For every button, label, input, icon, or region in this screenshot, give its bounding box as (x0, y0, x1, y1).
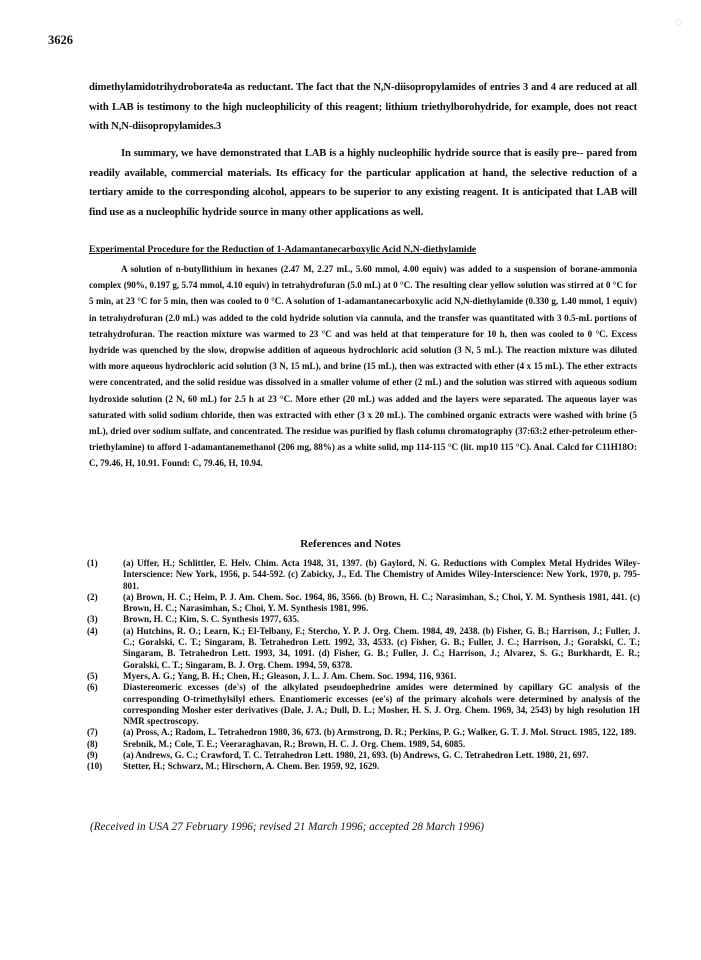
reference-item (87, 614, 640, 625)
reference-item (87, 750, 640, 761)
reference-number: (10) (87, 761, 103, 772)
reference-text: Myers, A. G.; Yang, B. H.; Chen, H.; Gleason, J. L. J. Am. Chem. Soc. 1994, 116, 9361. (123, 670, 457, 681)
scan-artifact-icon (671, 14, 687, 30)
reference-text: Diastereomeric excesses (de's) of the alkylated pseudoephedrine amides were determined by capillary GC analysis of the corresponding O-trimethylsilyl ethers. Enantiomeric excesses (ee's) of the primary alcohols were determined by analysis of the corresponding Mosher ester derivatives (Dale, J. A.; Dull, D. L.; Mosher, H. S. J. Org. Chem. 1969, 34, 2543) by high resolution 1H NMR spectroscopy. (123, 682, 640, 727)
reference-item (87, 626, 640, 671)
reference-text: Stetter, H.; Schwarz, M.; Hirschorn, A. Chem. Ber. 1959, 92, 1629. (123, 761, 380, 772)
reference-number: (1) (87, 558, 98, 568)
reference-text: (a) Brown, H. C.; Heim, P. J. Am. Chem. Soc. 1964, 86, 3566. (b) Brown, H. C.; Narasimhan, S.; Choi, Y. M. Synthesis 1981, 441. (c) Brown, H. C.; Narasimhan, S.; Choi, Y. M. Synthesis 1981, 996. (123, 591, 640, 614)
reference-number: (9) (87, 750, 98, 761)
reference-item (87, 558, 640, 592)
received-dates-line: (Received in USA 27 February 1996; revised 21 March 1996; accepted 28 March 1996) (90, 821, 485, 833)
reference-number: (7) (87, 727, 98, 738)
reference-item (87, 592, 640, 615)
reference-item (87, 739, 640, 750)
reference-item (87, 671, 640, 682)
reference-item (87, 727, 640, 738)
references-list (87, 558, 640, 773)
reference-text: (a) Uffer, H.; Schlittler, E. Helv. Chim. Acta 1948, 31, 1397. (b) Gaylord, N. G. Reductions with Complex Metal Hydrides Wiley-Interscience: New York, 1956, p. 544-592. (c) Zabicky, J., Ed. The Chemistry of Amides Wiley-Interscience: New York, 1970, p. 795-801. (123, 558, 640, 591)
experimental-heading: Experimental Procedure for the Reduction of 1-Adamantanecarboxylic Acid N,N-diethylamide (89, 244, 477, 255)
reference-text: Brown, H. C.; Kim, S. C. Synthesis 1977, 635. (123, 614, 300, 625)
reference-number: (6) (87, 682, 98, 693)
reference-text: Srebnik, M.; Cole, T. E.; Veeraraghavan, R.; Brown, H. C. J. Org. Chem. 1989, 54, 6085. (123, 738, 466, 749)
reference-number: (3) (87, 614, 98, 625)
reference-item (87, 682, 640, 727)
body-paragraph-summary: In summary, we have demonstrated that LAB is a highly nucleophilic hydride source that is easily pre-- pared from readily available, commercial materials. Its efficacy for the particular application at hand, the selective reduction of a tertiary amide to the corresponding alcohol, appears to be superior to any existing reagent. It is anticipated that LAB will find use as a nucleophilic hydride source in many other applications as well. (89, 148, 637, 218)
experimental-body: A solution of n-butyllithium in hexanes (2.47 M, 2.27 mL, 5.60 mmol, 4.00 equiv) was added to a suspension of borane-ammonia complex (90%, 0.197 g, 5.74 mmol, 4.10 equiv) in tetrahydrofuran (5.0 mL) at 0 °C. The resulting clear yellow solution was stirred at 0 °C for 5 min, at 23 °C for 5 min, then was cooled to 0 °C. A solution of 1-adamantanecarboxylic acid N,N-diethylamide (0.330 g, 1.40 mmol, 1 equiv) in tetrahydrofuran (2.0 mL) was added to the cold hydride solution via cannula, and the transfer was quantitated with 3 0.5-mL portions of tetrahydrofuran. The reaction mixture was warmed to 23 °C and was held at that temperature for 10 h, then was cooled to 0 °C. Excess hydride was quenched by the slow, dropwise addition of aqueous hydrochloric acid solution (3 N, 5 mL). The reaction mixture was diluted with more aqueous hydrochloric acid solution (3 N, 15 mL), and brine (15 mL), then was extracted with ether (4 x 15 mL). The ether extracts were concentrated, and the solid residue was dissolved in a smaller volume of ether (2 mL) and the solution was stirred with aqueous sodium hydroxide solution (2 N, 60 mL) for 2.5 h at 23 °C. More ether (20 mL) was added and the layers were separated. The aqueous layer was saturated with solid sodium chloride, then was extracted with ether (3 x 20 mL). The combined organic extracts were washed with brine (5 mL), dried over sodium sulfate, and concentrated. The residue was purified by flash column chromatography (37:63:2 ether-petroleum ether-triethylamine) to afford 1-adamantanemethanol (206 mg, 88%) as a white solid, mp 114-115 °C (lit. mp10 115 °C). Anal. Calcd for C11H18O: C, 79.46, H, 10.91. Found: C, 79.46, H, 10.94. (89, 264, 637, 469)
body-paragraph-1: dimethylamidotrihydroborate4a as reductant. The fact that the N,N-diisopropylamides of entries 3 and 4 are reduced at all with LAB is testimony to the high nucleophilicity of this reagent; lithium triethylborohydride, for example, does not react with N,N-diisopropylamides.3 (89, 82, 637, 132)
reference-number: (8) (87, 738, 98, 749)
reference-number: (4) (87, 625, 98, 636)
reference-number: (2) (87, 591, 98, 602)
references-heading: References and Notes (300, 538, 401, 550)
reference-text: (a) Hutchins, R. O.; Learn, K.; El-Telbany, F.; Stercho, Y. P. J. Org. Chem. 1984, 49, 2438. (b) Fisher, G. B.; Harrison, J.; Fuller, J. C.; Goralski, C. T.; Singaram, B. Tetrahedron Lett. 1992, 33, 4533. (c) Fisher, G. B.; Fuller, J. C.; Harrison, J.; Goralski, C. T.; Singaram, B. Tetrahedron Lett. 1993, 34, 1091. (d) Fisher, G. B.; Fuller, J. C.; Harrison, J.; Alvarez, S. G.; Burkhardt, E. R.; Goralski, C. T.; Singaram, B. J. Org. Chem. 1994, 59, 6378. (123, 625, 640, 670)
reference-text: (a) Pross, A.; Radom, L. Tetrahedron 1980, 36, 673. (b) Armstrong, D. R.; Perkins, P. G.; Walker, G. T. J. Mol. Struct. 1985, 122, 189. (123, 727, 637, 738)
reference-text: (a) Andrews, G. C.; Crawford, T. C. Tetrahedron Lett. 1980, 21, 693. (b) Andrews, G. C. Tetrahedron Lett. 1980, 21, 697. (123, 750, 589, 761)
reference-item (87, 761, 640, 772)
reference-number: (5) (87, 670, 98, 681)
page-number: 3626 (48, 33, 73, 47)
